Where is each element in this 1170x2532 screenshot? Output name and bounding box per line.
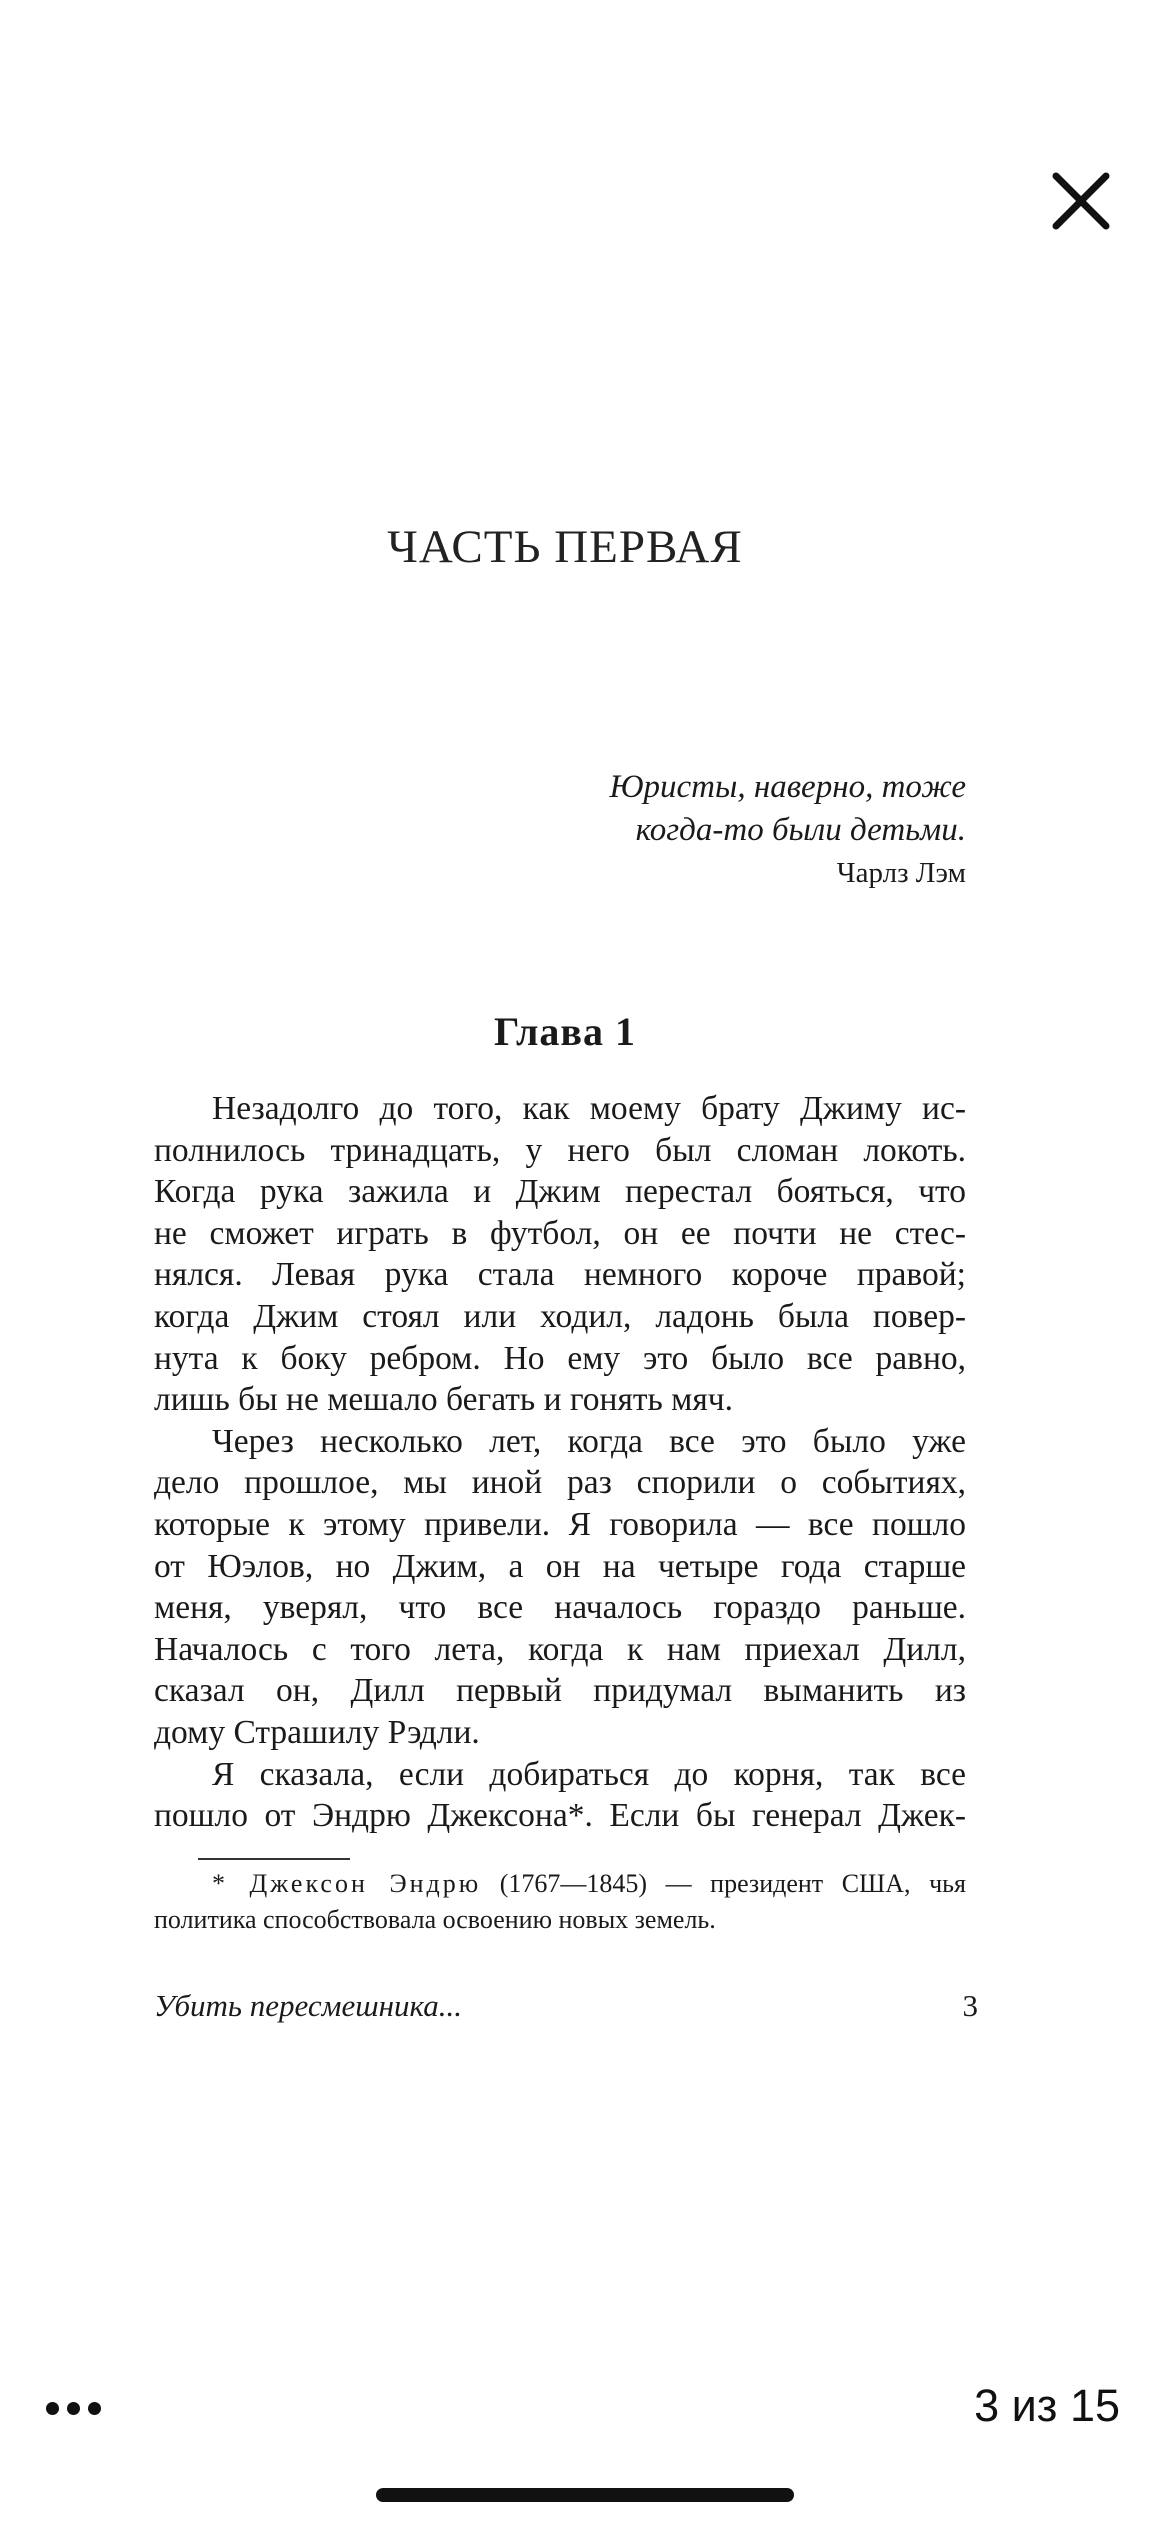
epigraph-line-2: когда-то были детьми. <box>635 812 966 848</box>
footnote-text: (1767—1845) — президент США, чья <box>499 1869 966 1898</box>
home-indicator[interactable] <box>376 2488 794 2502</box>
body-line: лишь бы не мешало бегать и гонять мяч. <box>154 1381 733 1419</box>
epigraph-line-1: Юристы, наверно, тоже <box>609 769 966 805</box>
body-line: не сможет играть в футбол, он ее почти не стес- <box>154 1214 966 1252</box>
footnote-line-2: политика способствовала освоению новых земель. <box>154 1905 716 1934</box>
body-line: Я сказала, если добираться до корня, так все <box>212 1755 966 1793</box>
chapter-title: Глава 1 <box>494 1009 636 1054</box>
body-line: Через несколько лет, когда все это было уже <box>212 1422 966 1460</box>
running-title: Убить пересмешника... <box>154 1988 462 2023</box>
footnote-name: * Джексон Эндрю <box>212 1869 482 1898</box>
page-counter: 3 из 15 <box>974 2380 1120 2431</box>
body-line: дому Страшилу Рэдли. <box>154 1713 480 1751</box>
epigraph <box>266 766 966 895</box>
more-button[interactable] <box>40 2386 120 2432</box>
body-line: пошло от Эндрю Джексона*. Если бы генерал Джек- <box>154 1797 966 1835</box>
running-footer <box>154 1988 978 2024</box>
body-line: Когда рука зажила и Джим перестал бояться, что <box>154 1173 966 1211</box>
chapter-body <box>154 1088 966 1837</box>
body-line: от Юэлов, но Джим, а он на четыре года старше <box>154 1547 966 1585</box>
body-line: нута к боку ребром. Но ему это было все равно, <box>154 1339 966 1377</box>
body-line: дело прошлое, мы иной раз спорили о событиях, <box>154 1464 966 1502</box>
part-title: ЧАСТЬ ПЕРВАЯ <box>387 521 743 573</box>
epigraph-author: Чарлз Лэм <box>836 857 966 889</box>
body-line: нялся. Левая рука стала немного короче правой; <box>154 1256 966 1294</box>
body-line: которые к этому привели. Я говорила — все пошло <box>154 1505 966 1543</box>
body-line: меня, уверял, что все началось гораздо раньше. <box>154 1589 966 1627</box>
body-line: Незадолго до того, как моему брату Джиму ис- <box>212 1090 966 1127</box>
body-line: полнилось тринадцать, у него был сломан локоть. <box>154 1131 966 1169</box>
footnote-divider <box>198 1858 350 1860</box>
footnote-line-1 <box>154 1866 966 1902</box>
page-number: 3 <box>962 1988 978 2023</box>
body-line: сказал он, Дилл первый придумал выманить из <box>154 1672 966 1710</box>
body-line: когда Джим стоял или ходил, ладонь была повер- <box>154 1297 966 1335</box>
footnote <box>154 1866 966 1938</box>
body-line: Началось с того лета, когда к нам приехал Дилл, <box>154 1630 966 1668</box>
